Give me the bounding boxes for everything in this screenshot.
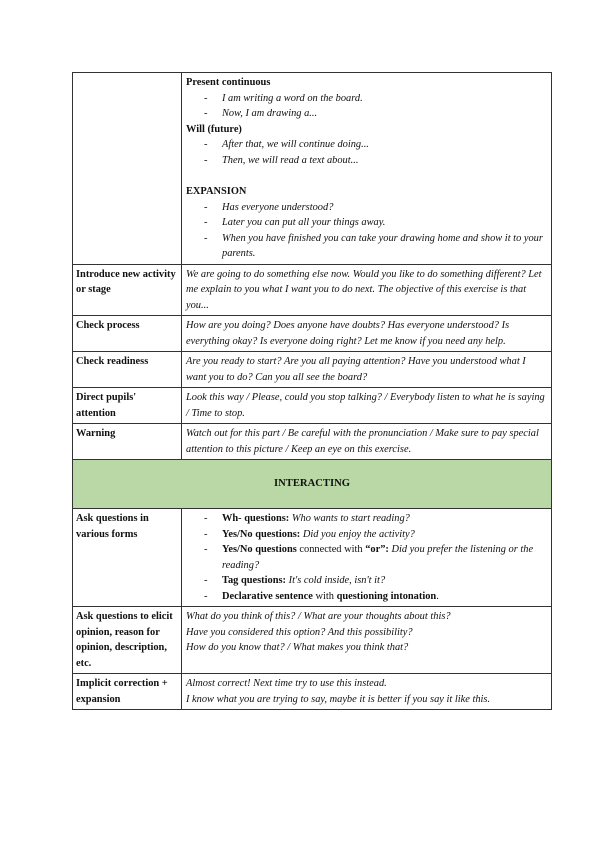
table-row [73,424,552,460]
text-line: What do you think of this? / What are your thoughts about this? [186,611,451,622]
present-continuous-heading: Present continuous [186,77,271,88]
table-row [73,607,552,674]
will-future-heading: Will (future) [186,123,242,135]
row-label: Introduce new activity or stage [73,264,182,316]
will-future-list [186,137,547,168]
list-item: - After that, we will continue doing... [186,137,547,153]
table-row [73,352,552,388]
list-item: - Later you can put all your things away. [186,215,547,231]
row-label: Warning [73,424,182,460]
continuation-cell [182,73,552,265]
elicit-cell [182,607,552,674]
list-item: - Then, we will read a text about... [186,153,547,169]
section-header-interacting: INTERACTING [73,460,552,509]
classroom-language-table [72,72,552,710]
row-text: How are you doing? Does anyone have doubts? Has everyone understood? Is everything okay? Is everyone doing right? Let me know if you need any help. [182,316,552,352]
table-row [73,509,552,607]
list-item: - Tag questions: It's cold inside, isn't it? [186,573,547,589]
question-forms-list [186,511,547,604]
ask-forms-cell [182,509,552,607]
list-item: - Yes/No questions: Did you enjoy the activity? [186,527,547,543]
list-item: - Yes/No questions connected with “or”: Did you prefer the listening or the reading? [186,542,547,573]
expansion-list [186,200,547,262]
row-label: Implicit correction + expansion [73,674,182,710]
text-line: How do you know that? / What makes you think that? [186,642,409,653]
table-row [73,73,552,265]
list-item: - Declarative sentence with questioning intonation. [186,589,547,605]
row-text: Watch out for this part / Be careful with the pronunciation / Make sure to pay special attention to this picture / Keep an eye on this exercise. [182,424,552,460]
empty-label-cell [73,73,182,265]
row-label: Check process [73,316,182,352]
expansion-heading: EXPANSION [186,186,247,197]
list-item: - Now, I am drawing a... [186,106,547,122]
list-item: - When you have finished you can take your drawing home and show it to your parents. [186,231,547,262]
text-line: Almost correct! Next time try to use this instead. [186,678,387,689]
row-label: Ask questions in various forms [73,509,182,607]
row-text: We are going to do something else now. Would you like to do something different? Let me explain to you what I want you to do next. The objective of this exercise is that you... [182,264,552,316]
implicit-cell [182,674,552,710]
section-header-row [73,460,552,509]
row-label: Ask questions to elicit opinion, reason for opinion, description, etc. [73,607,182,674]
row-text: Look this way / Please, could you stop talking? / Everybody listen to what he is saying / Time to stop. [182,388,552,424]
document-page [72,72,552,710]
row-text: Are you ready to start? Are you all paying attention? Have you understood what I want you to do? Can you all see the board? [182,352,552,388]
text-line: Have you considered this option? And this possibility? [186,626,413,638]
table-row [73,674,552,710]
row-label: Check readiness [73,352,182,388]
list-item: - Wh- questions: Who wants to start reading? [186,511,547,527]
text-line: I know what you are trying to say, maybe it is better if you say it like this. [186,693,491,705]
table-row [73,316,552,352]
row-label: Direct pupils' attention [73,388,182,424]
table-row [73,388,552,424]
present-continuous-list [186,91,547,122]
table-row [73,264,552,316]
list-item: - Has everyone understood? [186,200,547,216]
list-item: - I am writing a word on the board. [186,91,547,107]
